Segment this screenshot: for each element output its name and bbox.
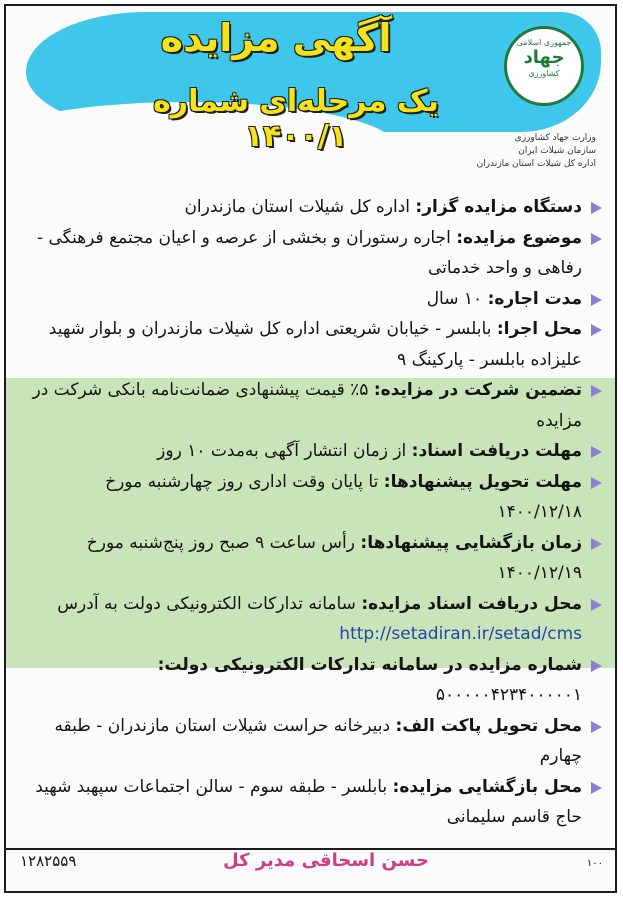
ad-frame (4, 4, 617, 893)
bullet-arrow-icon (591, 202, 602, 214)
logo-top-text: جمهوری اسلامی (516, 38, 572, 47)
bullet-arrow-icon (591, 446, 602, 458)
item-submission-deadline (20, 467, 602, 528)
page-number: ۱۰۰ (586, 858, 603, 869)
logo-bottom-text: کشاورزی (528, 69, 560, 78)
item-opening-time (20, 528, 602, 589)
ad-subtitle: یک مرحله‌ای شماره ۱۴۰۰/۱ (153, 84, 439, 154)
item-text: از زمان انتشار آگهی به‌مدت ۱۰ روز (157, 441, 412, 461)
header (6, 6, 615, 186)
manager-signature: حسن اسحاقی مدیر کل (223, 850, 429, 871)
item-label: زمان بازگشایی پیشنهادها: (360, 532, 582, 553)
item-text: ۱۰ سال (426, 288, 488, 309)
item-label: دستگاه مزایده گزار: (415, 197, 582, 217)
item-text: ۵٪ قیمت پیشنهادی ضمانت‌نامه بانکی شرکت در مزایده (32, 380, 582, 431)
item-organizer (20, 192, 602, 223)
bullet-arrow-icon (591, 721, 602, 733)
item-label: موضوع مزایده: (456, 227, 582, 248)
bullet-arrow-icon (591, 538, 602, 550)
ad-code: ۱۲۸۲۵۵۹ (20, 852, 77, 870)
bullet-arrow-icon (591, 294, 602, 306)
org-line: سازمان شیلات ایران (518, 146, 596, 156)
item-envelope-delivery (20, 711, 602, 772)
item-label: محل دریافت اسناد مزایده: (361, 593, 582, 614)
item-document-deadline (20, 436, 602, 467)
ad-content (20, 192, 602, 833)
item-opening-location (20, 772, 602, 833)
item-text: اجاره رستوران و بخشی از عرصه و اعیان مجتمع فرهنگی - رفاهی و واحد خدماتی (36, 227, 582, 278)
item-text: رأس ساعت ۹ صبح روز پنج‌شنبه مورخ ۱۴۰۰/۱۲/۱۹ (86, 532, 582, 583)
item-document-source (20, 589, 602, 650)
org-line: اداره کل شیلات استان مازندران (476, 159, 596, 169)
organization-lines (436, 132, 596, 171)
item-label: مدت اجاره: (487, 288, 582, 309)
item-label: محل اجرا: (496, 319, 582, 339)
bullet-arrow-icon (591, 385, 602, 397)
item-label: محل بازگشایی مزایده: (392, 776, 582, 797)
bullet-arrow-icon (591, 477, 602, 489)
item-text: سامانه تدارکات الکترونیکی دولت به آدرس (57, 593, 362, 614)
item-text: تا پایان وقت اداری روز چهارشنبه مورخ ۱۴۰۰/۱۲/۱۸ (105, 471, 582, 522)
bullet-arrow-icon (591, 660, 602, 672)
item-label: شماره مزایده در سامانه تدارکات الکترونیکی دولت: (157, 654, 582, 675)
item-guarantee (20, 375, 602, 436)
item-label: مهلت تحویل پیشنهادها: (383, 471, 582, 492)
item-text: اداره کل شیلات استان مازندران (184, 197, 416, 217)
item-text: بابلسر - خیابان شریعتی اداره کل شیلات مازندران و بلوار شهید علیزاده بابلسر - پارکینگ ۹ (48, 319, 582, 370)
item-auction-number (20, 650, 602, 711)
bullet-arrow-icon (591, 782, 602, 794)
item-text: دبیرخانه حراست شیلات استان مازندران - طبقه چهارم (54, 715, 582, 766)
org-line: وزارت جهاد کشاورزی (514, 133, 596, 143)
ad-title: آگهی مزایده (160, 16, 392, 60)
footer (6, 850, 615, 880)
bullet-arrow-icon (591, 324, 602, 336)
item-text: ۵۰۰۰۰۰۴۲۳۴۰۰۰۰۰۱ (435, 685, 582, 705)
item-location (20, 314, 602, 375)
bullet-arrow-icon (591, 599, 602, 611)
item-label: تضمین شرکت در مزایده: (373, 380, 582, 400)
item-text: بابلسر - طبقه سوم - سالن اجتماعات سپهبد شهید حاج قاسم سلیمانی (35, 776, 582, 827)
item-subject (20, 223, 602, 284)
item-label: مهلت دریافت اسناد: (411, 441, 582, 461)
logo-main-text: جهاد (523, 47, 565, 68)
setad-link[interactable]: http://setadiran.ir/setad/cms (339, 624, 582, 644)
item-label: محل تحویل پاکت الف: (395, 715, 582, 736)
jihad-logo-icon (504, 26, 584, 106)
item-lease-term (20, 284, 602, 315)
bullet-arrow-icon (591, 233, 602, 245)
